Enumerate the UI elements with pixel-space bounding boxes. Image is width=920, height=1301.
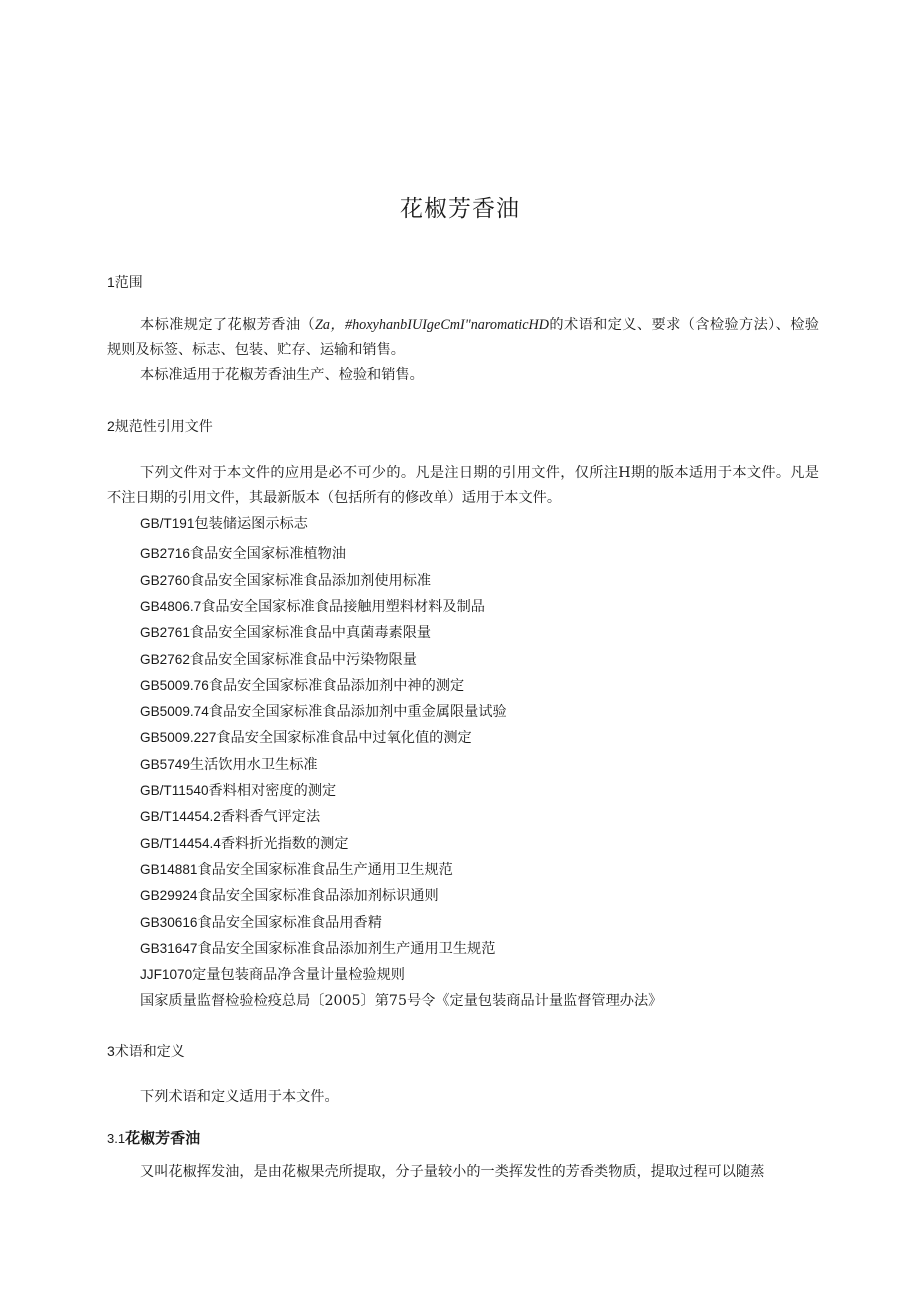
reference-item bbox=[140, 727, 472, 747]
reference-item bbox=[140, 859, 453, 879]
reference-item bbox=[140, 912, 382, 932]
reference-title: 生活饮用水卫生标准 bbox=[189, 756, 318, 773]
reference-title: 食品安全国家标准食品添加剂生产通用卫生规范 bbox=[197, 940, 496, 957]
reference-item bbox=[140, 622, 431, 642]
section-title: 术语和定义 bbox=[114, 1044, 185, 1060]
terms-intro: 下列术语和定义适用于本文件。 bbox=[140, 1089, 339, 1105]
reference-item bbox=[140, 543, 346, 563]
reference-item bbox=[140, 754, 318, 774]
reference-title: 定量包装商品净含量计量检验规则 bbox=[192, 967, 405, 984]
reference-code: GB4806.7 bbox=[140, 598, 202, 614]
reference-item bbox=[140, 885, 439, 905]
reference-code: GB30616 bbox=[140, 914, 198, 930]
reference-title: 食品安全国家标准食品添加剂中神的测定 bbox=[208, 677, 465, 694]
reference-item bbox=[140, 649, 417, 669]
section-title: 范围 bbox=[114, 275, 143, 291]
normative-references-intro: 下列文件对于本文件的应用是必不可少的。凡是注日期的引用文件，仅所注H期的版本适用于本文件。凡是不注日期的引用文件，其最新版本（包括所有的修改单）适用于本文件。 bbox=[107, 465, 819, 506]
reference-code: JJF1070 bbox=[140, 967, 193, 983]
reference-item bbox=[140, 806, 320, 826]
reference-code: GB/T191 bbox=[140, 516, 195, 531]
section-number: 2 bbox=[107, 418, 115, 434]
reference-title: 食品安全国家标准食品中真菌毒素限量 bbox=[189, 625, 432, 642]
reference-code: GB5009.74 bbox=[140, 704, 209, 720]
reference-title: 食品安全国家标准植物油 bbox=[189, 546, 346, 563]
reference-code: GB2716 bbox=[140, 546, 190, 562]
section-1-heading bbox=[107, 272, 143, 292]
reference-title: 食品安全国家标准食品生产通用卫生规范 bbox=[197, 861, 453, 878]
reference-code: GB2762 bbox=[140, 651, 190, 667]
reference-item bbox=[140, 675, 464, 695]
reference-title: 食品安全国家标准食品添加剂中重金属限量试验 bbox=[208, 704, 507, 721]
reference-code: GB/T14454.4 bbox=[140, 835, 221, 851]
latin-name: Za，#hoxyhanbIUIgeCmI"naromaticHD bbox=[315, 317, 549, 333]
term-number: 3.1 bbox=[107, 1131, 126, 1146]
term-3-1-definition: 又叫花椒挥发油，是由花椒果壳所提取，分子量较小的一类挥发性的芳香类物质，提取过程可以随蒸 bbox=[140, 1164, 765, 1180]
reference-title: 国家质量监督检验检疫总局〔2005〕第75号令《定量包装商品计量监督管理办法》 bbox=[140, 993, 663, 1010]
section-3-heading bbox=[107, 1041, 185, 1061]
reference-item bbox=[140, 596, 485, 616]
reference-title: 香料折光指数的测定 bbox=[220, 835, 349, 852]
scope-text-prefix: 本标准规定了花椒芳香油（ bbox=[140, 317, 316, 333]
reference-code: GB31647 bbox=[140, 940, 198, 956]
reference-title: 包装储运图示标志 bbox=[194, 516, 308, 532]
reference-title: 食品安全国家标准食品添加剂标识通则 bbox=[197, 888, 439, 905]
reference-title: 香料相对密度的测定 bbox=[208, 783, 337, 799]
reference-code: GB5009.227 bbox=[140, 730, 217, 746]
reference-code: GB5009.76 bbox=[140, 677, 209, 693]
reference-code: GB/T14454.2 bbox=[140, 809, 221, 825]
term-name: 花椒芳香油 bbox=[125, 1129, 201, 1147]
section-number: 3 bbox=[107, 1043, 115, 1059]
scope-paragraph-2: 本标准适用于花椒芳香油生产、检验和销售。 bbox=[140, 367, 424, 383]
section-title: 规范性引用文件 bbox=[114, 419, 213, 435]
section-number: 1 bbox=[107, 274, 115, 290]
document-title: 花椒芳香油 bbox=[400, 196, 520, 222]
reference-title: 食品安全国家标准食品接触用塑料材料及制品 bbox=[201, 598, 485, 615]
reference-code: GB29924 bbox=[140, 888, 198, 904]
reference-item bbox=[140, 938, 495, 958]
reference-code: GB14881 bbox=[140, 861, 198, 877]
reference-code: GB5749 bbox=[140, 756, 190, 772]
reference-item bbox=[140, 833, 349, 853]
reference-title: 食品安全国家标准食品中污染物限量 bbox=[189, 651, 417, 668]
reference-item bbox=[140, 513, 308, 533]
reference-title: 食品安全国家标准食品添加剂使用标准 bbox=[189, 572, 432, 589]
scope-text-suffix: 的术语和定义、要求（含检验方法）、检验规则及标签、标志、包装、贮存、运输和销售。 bbox=[107, 317, 819, 358]
reference-item bbox=[140, 990, 662, 1010]
reference-code: GB/T11540 bbox=[140, 783, 209, 798]
reference-code: GB2760 bbox=[140, 572, 190, 588]
reference-item bbox=[140, 964, 405, 984]
reference-code: GB2761 bbox=[140, 625, 190, 641]
term-3-1-heading bbox=[107, 1127, 200, 1148]
scope-paragraph-1 bbox=[107, 313, 819, 363]
reference-item bbox=[140, 570, 431, 590]
reference-item bbox=[140, 780, 336, 800]
section-2-heading bbox=[107, 416, 213, 436]
reference-title: 食品安全国家标准食品用香精 bbox=[197, 914, 382, 931]
reference-title: 香料香气评定法 bbox=[220, 809, 321, 826]
reference-item bbox=[140, 701, 507, 721]
reference-title: 食品安全国家标准食品中过氧化值的测定 bbox=[216, 730, 472, 747]
